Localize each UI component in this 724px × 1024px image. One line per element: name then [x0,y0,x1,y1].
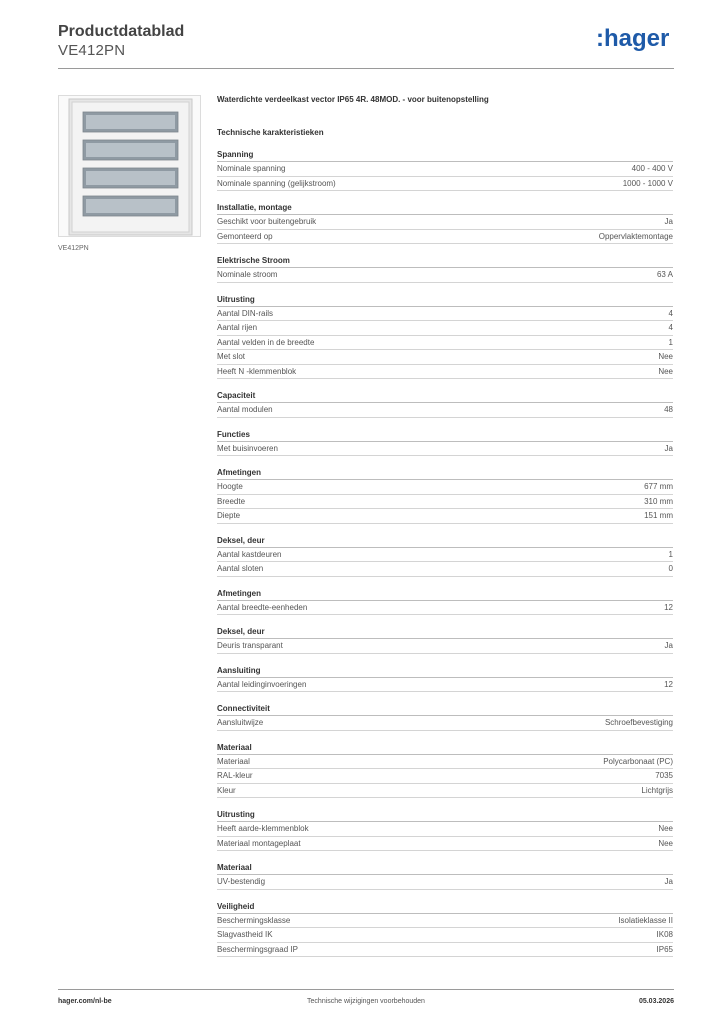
section-title: Functies [217,428,673,442]
page-footer [58,996,674,1010]
spec-value: Schroefbevestiging [604,718,673,728]
spec-value: 12 [664,679,673,689]
spec-row [217,784,673,799]
spec-row [217,307,673,322]
spec-row [217,678,673,693]
spec-value: 151 mm [644,511,673,521]
spec-label: UV-bestendig [217,877,266,887]
spec-label: Aantal kastdeuren [217,549,282,559]
footer-divider [58,989,674,990]
spec-label: Met slot [217,352,246,362]
section-title: Spanning [217,148,673,162]
section-title: Uitrusting [217,808,673,822]
spec-label: Nominale spanning [217,164,286,174]
spec-label: Aantal breedte-eenheden [217,602,308,612]
product-code: VE412PN [58,42,126,59]
spec-value: 310 mm [644,496,673,506]
spec-value: Nee [658,366,673,376]
page-header [58,20,674,68]
spec-label: Aansluitwijze [217,718,264,728]
tech-heading: Technische karakteristieken [217,128,324,137]
spec-value: Ja [664,877,673,887]
spec-section [217,293,673,380]
spec-value: 0 [668,564,673,574]
spec-row [217,365,673,380]
footer-disclaimer: Technische wijzigingen voorbehouden [307,998,425,1005]
spec-section [217,389,673,418]
section-title: Deksel, deur [217,625,673,639]
spec-value: 677 mm [644,482,673,492]
spec-label: Heeft aarde-klemmenblok [217,824,309,834]
footer-date: 05.03.2026 [638,998,674,1005]
spec-row [217,928,673,943]
spec-value: Nee [658,824,673,834]
spec-section [217,148,673,191]
section-title: Connectiviteit [217,702,673,716]
spec-section [217,861,673,890]
spec-row [217,230,673,245]
product-image-caption: VE412PN [58,245,89,252]
spec-label: Slagvastheid IK [217,930,273,940]
spec-section [217,702,673,731]
spec-value: Nee [658,838,673,848]
spec-label: Hoogte [217,482,243,492]
section-title: Deksel, deur [217,534,673,548]
spec-row [217,914,673,929]
spec-section [217,664,673,693]
section-title: Afmetingen [217,587,673,601]
spec-section [217,900,673,958]
spec-label: Breedte [217,496,246,506]
spec-value: Nee [658,352,673,362]
spec-row [217,639,673,654]
footer-website: hager.com/nl-be [58,998,112,1005]
spec-label: Materiaal [217,756,250,766]
spec-value: 4 [668,323,673,333]
spec-row [217,837,673,852]
spec-value: 1 [668,337,673,347]
spec-row [217,350,673,365]
product-image [58,95,201,237]
spec-section [217,808,673,851]
section-title: Veiligheid [217,900,673,914]
spec-value: 4 [668,308,673,318]
main-content [217,94,673,967]
spec-section [217,466,673,524]
spec-row [217,162,673,177]
spec-label: Aantal rijen [217,323,258,333]
section-title: Materiaal [217,741,673,755]
spec-row [217,601,673,616]
spec-row [217,403,673,418]
spec-value: Polycarbonaat (PC) [603,756,673,766]
spec-label: Nominale spanning (gelijkstroom) [217,178,336,188]
section-title: Materiaal [217,861,673,875]
spec-section [217,254,673,283]
spec-row [217,755,673,770]
spec-row [217,943,673,958]
logo-text: :hager [596,26,670,52]
spec-row [217,268,673,283]
spec-value: Ja [664,641,673,651]
spec-row [217,336,673,351]
spec-label: Aantal leidinginvoeringen [217,679,307,689]
hager-logo [596,26,674,52]
spec-label: Heeft N -klemmenblok [217,366,297,376]
spec-value: Ja [664,443,673,453]
spec-section [217,428,673,457]
spec-section [217,201,673,244]
section-title: Afmetingen [217,466,673,480]
spec-value: Ja [664,217,673,227]
spec-label: RAL-kleur [217,771,253,781]
spec-section [217,587,673,616]
spec-value: 12 [664,602,673,612]
spec-row [217,822,673,837]
spec-row [217,875,673,890]
spec-row [217,177,673,192]
spec-label: Geschikt voor buitengebruik [217,217,317,227]
spec-section [217,534,673,577]
document-title: Productdatablad [58,23,185,40]
spec-value: IK08 [656,930,673,940]
section-title: Installatie, montage [217,201,673,215]
section-title: Elektrische Stroom [217,254,673,268]
header-divider [58,68,674,69]
section-title: Uitrusting [217,293,673,307]
spec-row [217,442,673,457]
spec-row [217,769,673,784]
spec-label: Deuris transparant [217,641,283,651]
spec-section [217,741,673,799]
spec-label: Beschermingsklasse [217,915,291,925]
spec-label: Kleur [217,785,236,795]
spec-value: IP65 [656,944,673,954]
spec-row [217,548,673,563]
spec-row [217,215,673,230]
spec-section [217,625,673,654]
spec-label: Aantal velden in de breedte [217,337,315,347]
spec-value: 7035 [655,771,673,781]
spec-value: 1 [668,549,673,559]
spec-value: 1000 - 1000 V [622,178,673,188]
spec-row [217,562,673,577]
spec-label: Aantal sloten [217,564,264,574]
spec-sections [217,148,673,957]
spec-label: Nominale stroom [217,270,278,280]
section-title: Aansluiting [217,664,673,678]
spec-value: Lichtgrijs [641,785,673,795]
spec-label: Aantal modulen [217,405,273,415]
spec-value: 63 A [656,270,673,280]
spec-row [217,495,673,510]
spec-label: Beschermingsgraad IP [217,944,298,954]
spec-label: Met buisinvoeren [217,443,278,453]
spec-value: Isolatieklasse II [618,915,673,925]
spec-label: Gemonteerd op [217,231,273,241]
section-title: Capaciteit [217,389,673,403]
spec-value: Oppervlaktemontage [598,231,673,241]
product-description: Waterdichte verdeelkast vector IP65 4R. 48MOD. - voor buitenopstelling [217,95,489,104]
spec-label: Aantal DIN-rails [217,308,274,318]
spec-value: 48 [664,405,673,415]
spec-label: Diepte [217,511,241,521]
spec-value: 400 - 400 V [631,164,673,174]
spec-row [217,509,673,524]
spec-label: Materiaal montageplaat [217,838,301,848]
spec-row [217,716,673,731]
spec-row [217,321,673,336]
spec-row [217,480,673,495]
enclosure-illustration [59,96,202,238]
